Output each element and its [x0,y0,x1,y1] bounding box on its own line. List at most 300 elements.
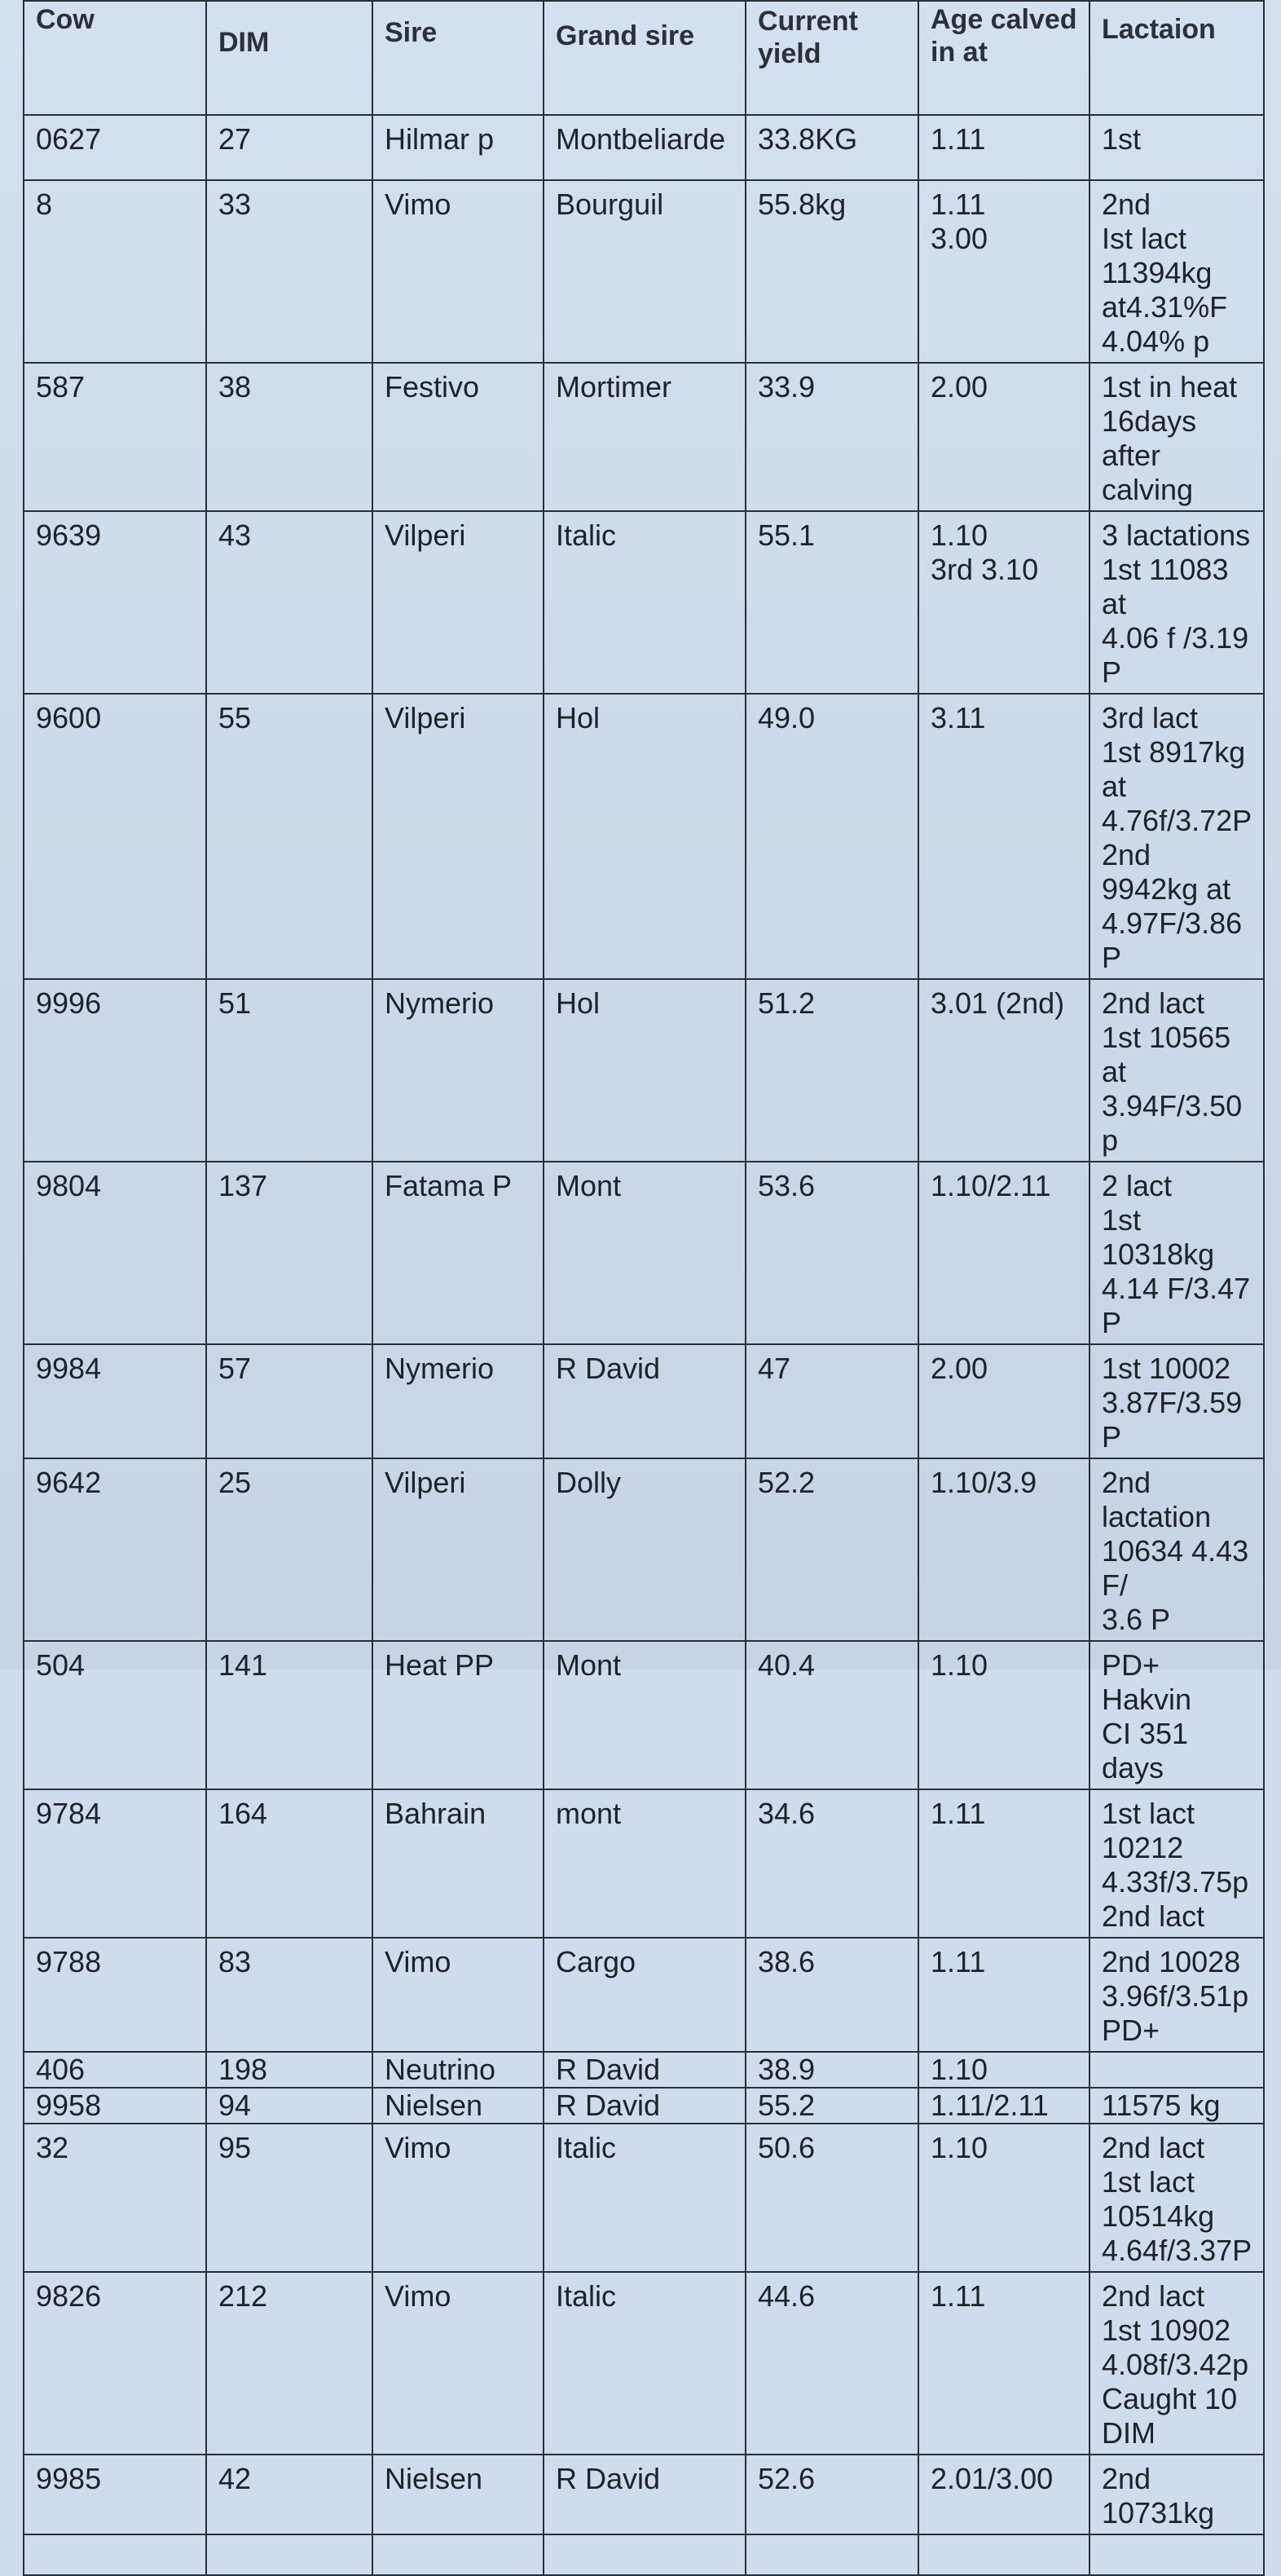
lactation-notes-line: 1st 10902 [1102,2314,1231,2347]
sire-line: Vilperi [385,701,466,734]
sire-line: Vimo [385,2131,451,2164]
lactation-notes-line: 1st 10565 at [1102,1021,1231,1088]
lactation-notes-line: Ist lact [1102,222,1187,255]
dim-cell [206,115,372,180]
grand-sire-cell [544,1641,746,1789]
cow-id-cell [24,115,206,180]
table-row [24,1641,1264,1789]
lactation-notes-line: 11394kg [1102,256,1213,289]
age-calved-cell [918,694,1090,979]
age-calved-cell [918,1344,1090,1458]
grand-sire-line: Montbeliarde [556,122,726,156]
cow-id-line: 504 [36,1648,86,1682]
col-header-dim: DIM [206,1,372,115]
lactation-notes-cell [1090,2124,1264,2272]
current-yield-cell [746,2455,918,2534]
lactation-notes-line: 1st in heat [1102,370,1238,404]
cow-id-line: 587 [36,370,86,404]
lactation-notes-line: 2nd lact [1102,1899,1205,1933]
table-row [24,2455,1264,2534]
lactation-notes-line: at4.31%F [1102,290,1228,324]
age-calved-line: 1.11/2.11 [931,2089,1049,2122]
table-row [24,694,1264,979]
cow-id-line: 9788 [36,1945,102,1978]
current-yield-cell [746,180,918,363]
dim-line: 57 [218,1352,252,1385]
current-yield-line: 55.2 [758,2089,816,2122]
sire-line: Heat PP [385,1648,495,1682]
dim-cell [206,979,372,1162]
age-calved-line: 1.11 [931,1797,986,1830]
grand-sire-cell [544,2272,746,2455]
grand-sire-cell [544,115,746,180]
dim-cell [206,1458,372,1641]
age-calved-line: 1.10 [931,518,988,552]
cow-id-cell [24,2534,206,2575]
lactation-notes-line: 3.96f/3.51p [1102,1979,1249,2013]
dim-line: 25 [218,1466,252,1499]
lactation-notes-cell [1090,1344,1264,1458]
lactation-notes-line: 3rd lact [1102,701,1199,734]
age-calved-line: 2.01/3.00 [931,2462,1054,2495]
sire-cell [372,1641,544,1789]
current-yield-cell [746,1162,918,1344]
table-row [24,1458,1264,1641]
grand-sire-cell [544,979,746,1162]
cow-id-line: 9642 [36,1466,102,1499]
col-header-cow: Cow [24,1,206,115]
lactation-notes-line: 1st [1102,122,1142,156]
grand-sire-cell [544,1344,746,1458]
sire-line: Nielsen [385,2089,483,2122]
lactation-notes-line: 4.33f/3.75p [1102,1865,1249,1899]
lactation-notes-line: 10634 4.43 F/ [1102,1534,1249,1602]
lactation-notes-cell [1090,1162,1264,1344]
lactation-notes-line: 2nd lact [1102,2279,1205,2313]
lactation-notes-line: 1st 8917kg at [1102,735,1246,803]
age-calved-line: 3.01 (2nd) [931,986,1065,1020]
current-yield-cell [746,511,918,694]
dim-line: 164 [218,1797,268,1830]
grand-sire-cell [544,2455,746,2534]
current-yield-cell [746,2124,918,2272]
lactation-notes-line: 4.76f/3.72P [1102,804,1252,837]
lactation-notes-line: 10514kg [1102,2199,1215,2233]
grand-sire-line: Mortimer [556,370,671,404]
cow-id-cell [24,2124,206,2272]
cow-id-line: 9958 [36,2089,102,2122]
age-calved-cell [918,2534,1090,2575]
cow-id-line: 9985 [36,2462,102,2495]
table-row [24,1162,1264,1344]
lactation-notes-cell [1090,1789,1264,1938]
col-header-age-calved: Age calved in at [918,1,1090,115]
sire-line: Nymerio [385,986,495,1020]
grand-sire-cell [544,511,746,694]
age-calved-line: 1.10 [931,2131,988,2164]
age-calved-line: 1.10 [931,1648,988,1682]
sire-cell [372,1789,544,1938]
cow-id-line: 0627 [36,122,102,156]
header-row [24,1,1264,115]
herd-table [23,0,1265,2576]
lactation-notes-line: 3.87F/3.59 P [1102,1386,1243,1453]
sire-line: Vimo [385,187,451,221]
table-row [24,2534,1264,2575]
lactation-notes-cell [1090,1641,1264,1789]
grand-sire-line: Hol [556,701,601,734]
lactation-notes-cell [1090,2052,1264,2088]
grand-sire-line: Bourguil [556,187,664,221]
lactation-notes-cell [1090,180,1264,363]
table-row [24,363,1264,511]
lactation-notes-line: 1st lact 10212 [1102,1797,1195,1864]
age-calved-cell [918,115,1090,180]
lactation-notes-cell [1090,694,1264,979]
grand-sire-cell [544,2534,746,2575]
age-calved-line: 1.11 [931,1945,986,1978]
grand-sire-cell [544,2124,746,2272]
current-yield-cell [746,2534,918,2575]
dim-line: 43 [218,518,252,552]
sire-line: Fatama P [385,1169,513,1202]
dim-line: 42 [218,2462,252,2495]
current-yield-line: 55.1 [758,518,816,552]
lactation-notes-line: DIM [1102,2416,1156,2450]
grand-sire-line: Italic [556,518,617,552]
lactation-notes-line: 11575 kg [1102,2089,1221,2122]
current-yield-line: 50.6 [758,2131,816,2164]
grand-sire-cell [544,1162,746,1344]
sire-line: Hilmar p [385,122,495,156]
sire-line: Vilperi [385,1466,466,1499]
age-calved-cell [918,511,1090,694]
grand-sire-line: Italic [556,2131,617,2164]
grand-sire-cell [544,2052,746,2088]
table-row [24,2052,1264,2088]
lactation-notes-line: 4.14 F/3.47 P [1102,1272,1251,1339]
sire-line: Vimo [385,1945,451,1978]
current-yield-line: 38.9 [758,2053,816,2086]
lactation-notes-line: 1st 10318kg [1102,1203,1215,1271]
sire-cell [372,511,544,694]
current-yield-line: 53.6 [758,1169,816,1202]
sire-cell [372,1344,544,1458]
age-calved-cell [918,2124,1090,2272]
dim-line: 38 [218,370,252,404]
age-calved-cell [918,1162,1090,1344]
lactation-notes-line: 3.94F/3.50 p [1102,1089,1243,1157]
sire-cell [372,115,544,180]
age-calved-line: 1.10 [931,2053,988,2086]
lactation-notes-line: 4.97F/3.86 P [1102,906,1243,974]
cow-id-line: 9804 [36,1169,102,1202]
grand-sire-cell [544,2088,746,2124]
dim-cell [206,1789,372,1938]
cow-id-line: 8 [36,187,53,221]
dim-line: 95 [218,2131,252,2164]
dim-line: 141 [218,1648,268,1682]
current-yield-line: 33.9 [758,370,816,404]
sire-cell [372,1162,544,1344]
dim-cell [206,2455,372,2534]
grand-sire-line: R David [556,2089,661,2122]
cow-id-cell [24,1641,206,1789]
current-yield-line: 38.6 [758,1945,816,1978]
dim-cell [206,1641,372,1789]
age-calved-cell [918,1938,1090,2052]
current-yield-cell [746,1938,918,2052]
dim-cell [206,511,372,694]
current-yield-line: 55.8kg [758,187,847,221]
current-yield-cell [746,2272,918,2455]
dim-line: 212 [218,2279,268,2313]
sire-cell [372,2088,544,2124]
col-header-current-yield: Current yield [746,1,918,115]
cow-id-cell [24,979,206,1162]
current-yield-line: 49.0 [758,701,816,734]
dim-line: 55 [218,701,252,734]
cow-id-line: 9639 [36,518,102,552]
dim-cell [206,180,372,363]
dim-cell [206,2088,372,2124]
lactation-notes-line: PD+ [1102,2014,1160,2047]
dim-cell [206,2534,372,2575]
age-calved-cell [918,2272,1090,2455]
lactation-notes-cell [1090,2455,1264,2534]
dim-line: 83 [218,1945,252,1978]
cow-id-cell [24,2272,206,2455]
grand-sire-cell [544,694,746,979]
dim-cell [206,694,372,979]
cow-id-line: 9784 [36,1797,102,1830]
current-yield-cell [746,1458,918,1641]
age-calved-line: 1.10/3.9 [931,1466,1037,1499]
table-row [24,1344,1264,1458]
age-calved-line: 1.11 [931,122,986,156]
dim-cell [206,363,372,511]
cow-id-cell [24,2455,206,2534]
lactation-notes-line: 2nd 9942kg at [1102,838,1231,906]
grand-sire-cell [544,363,746,511]
lactation-notes-line: 2nd lactation [1102,1466,1212,1533]
age-calved-cell [918,979,1090,1162]
lactation-notes-line: 3.6 P [1102,1603,1171,1636]
grand-sire-line: Mont [556,1169,622,1202]
dim-line: 137 [218,1169,268,1202]
current-yield-cell [746,1344,918,1458]
age-calved-line: 3.11 [931,701,986,734]
dim-cell [206,1938,372,2052]
lactation-notes-line: calving [1102,473,1194,506]
current-yield-line: 52.2 [758,1466,816,1499]
grand-sire-cell [544,1938,746,2052]
table-row [24,1938,1264,2052]
current-yield-line: 44.6 [758,2279,816,2313]
age-calved-cell [918,2052,1090,2088]
age-calved-cell [918,2455,1090,2534]
lactation-notes-cell [1090,363,1264,511]
grand-sire-cell [544,180,746,363]
lactation-notes-line: PD+ Hakvin [1102,1648,1192,1716]
table-row [24,2272,1264,2455]
cow-id-cell [24,694,206,979]
sire-cell [372,979,544,1162]
sire-line: Vilperi [385,518,466,552]
cow-id-cell [24,363,206,511]
lactation-notes-line: Caught 10 [1102,2382,1238,2415]
lactation-notes-line: 4.64f/3.37P [1102,2234,1252,2267]
age-calved-cell [918,180,1090,363]
grand-sire-line: mont [556,1797,622,1830]
lactation-notes-cell [1090,1458,1264,1641]
current-yield-line: 47 [758,1352,791,1385]
age-calved-line: 3.00 [931,222,988,255]
sire-cell [372,2272,544,2455]
current-yield-cell [746,694,918,979]
cow-id-line: 9826 [36,2279,102,2313]
current-yield-cell [746,1789,918,1938]
grand-sire-line: Mont [556,1648,622,1682]
sire-line: Nymerio [385,1352,495,1385]
lactation-notes-line: 4.06 f /3.19 P [1102,621,1249,689]
age-calved-cell [918,1458,1090,1641]
cow-id-line: 9996 [36,986,102,1020]
dim-line: 33 [218,187,252,221]
sire-line: Bahrain [385,1797,486,1830]
lactation-notes-cell [1090,2272,1264,2455]
current-yield-line: 34.6 [758,1797,816,1830]
cow-id-cell [24,1344,206,1458]
current-yield-cell [746,1641,918,1789]
lactation-notes-line: 2nd [1102,2462,1151,2495]
current-yield-cell [746,2088,918,2124]
cow-id-cell [24,1938,206,2052]
dim-cell [206,2124,372,2272]
grand-sire-line: Italic [556,2279,617,2313]
table-row [24,115,1264,180]
lactation-notes-line: 10731kg [1102,2496,1215,2530]
cow-id-cell [24,1458,206,1641]
col-header-grand-sire: Grand sire [544,1,746,115]
lactation-notes-line: 1st 11083 at [1102,553,1229,620]
sire-line: Vimo [385,2279,451,2313]
lactation-notes-line: 2nd 10028 [1102,1945,1241,1978]
lactation-notes-cell [1090,2088,1264,2124]
current-yield-cell [746,979,918,1162]
table-row [24,979,1264,1162]
lactation-notes-line: 4.08f/3.42p [1102,2348,1249,2381]
current-yield-cell [746,2052,918,2088]
grand-sire-line: R David [556,1352,661,1385]
current-yield-line: 40.4 [758,1648,816,1682]
age-calved-line: 1.11 [931,187,986,221]
lactation-notes-line: 2nd [1102,187,1151,221]
cow-id-cell [24,2088,206,2124]
age-calved-cell [918,1789,1090,1938]
lactation-notes-cell [1090,115,1264,180]
current-yield-line: 52.6 [758,2462,816,2495]
dim-line: 198 [218,2053,268,2086]
lactation-notes-line: 2nd lact [1102,2131,1205,2164]
col-header-sire: Sire [372,1,544,115]
cow-id-cell [24,1162,206,1344]
cow-id-cell [24,511,206,694]
sire-line: Nielsen [385,2462,483,2495]
table-row [24,2124,1264,2272]
cow-id-line: 9600 [36,701,102,734]
sire-cell [372,180,544,363]
dim-line: 94 [218,2089,252,2122]
age-calved-line: 2.00 [931,370,988,404]
dim-line: 51 [218,986,252,1020]
age-calved-line: 3rd 3.10 [931,553,1039,586]
grand-sire-line: R David [556,2053,661,2086]
age-calved-cell [918,363,1090,511]
grand-sire-cell [544,1789,746,1938]
lactation-notes-line: 3 lactations [1102,518,1251,552]
table-row [24,511,1264,694]
dim-cell [206,2052,372,2088]
grand-sire-line: Cargo [556,1945,636,1978]
lactation-notes-line: 2 lact [1102,1169,1173,1202]
sire-cell [372,363,544,511]
cow-id-line: 406 [36,2053,86,2086]
table-row [24,2088,1264,2124]
lactation-notes-cell [1090,979,1264,1162]
age-calved-line: 2.00 [931,1352,988,1385]
cow-id-cell [24,180,206,363]
grand-sire-cell [544,1458,746,1641]
lactation-notes-line: 1st 10002 [1102,1352,1231,1385]
grand-sire-line: Dolly [556,1466,622,1499]
current-yield-cell [746,115,918,180]
cow-id-line: 9984 [36,1352,102,1385]
col-header-lactation: Lactaion [1090,1,1264,115]
sire-line: Festivo [385,370,480,404]
sire-cell [372,1458,544,1641]
current-yield-line: 51.2 [758,986,816,1020]
cow-id-cell [24,1789,206,1938]
dim-cell [206,1162,372,1344]
sire-cell [372,2052,544,2088]
sire-cell [372,2534,544,2575]
age-calved-cell [918,1641,1090,1789]
lactation-notes-line: 16days after [1102,404,1197,472]
current-yield-line: 33.8KG [758,122,858,156]
age-calved-cell [918,2088,1090,2124]
lactation-notes-line: 1st lact [1102,2165,1195,2199]
grand-sire-line: R David [556,2462,661,2495]
dim-cell [206,2272,372,2455]
grand-sire-line: Hol [556,986,601,1020]
current-yield-cell [746,363,918,511]
sire-cell [372,2124,544,2272]
table-row [24,1789,1264,1938]
cow-id-line: 32 [36,2131,69,2164]
cow-id-cell [24,2052,206,2088]
age-calved-line: 1.11 [931,2279,986,2313]
table-row [24,180,1264,363]
lactation-notes-cell [1090,1938,1264,2052]
sire-cell [372,694,544,979]
lactation-notes-cell [1090,2534,1264,2575]
sire-cell [372,1938,544,2052]
dim-line: 27 [218,122,252,156]
dim-cell [206,1344,372,1458]
age-calved-line: 1.10/2.11 [931,1169,1051,1202]
sire-line: Neutrino [385,2053,496,2086]
